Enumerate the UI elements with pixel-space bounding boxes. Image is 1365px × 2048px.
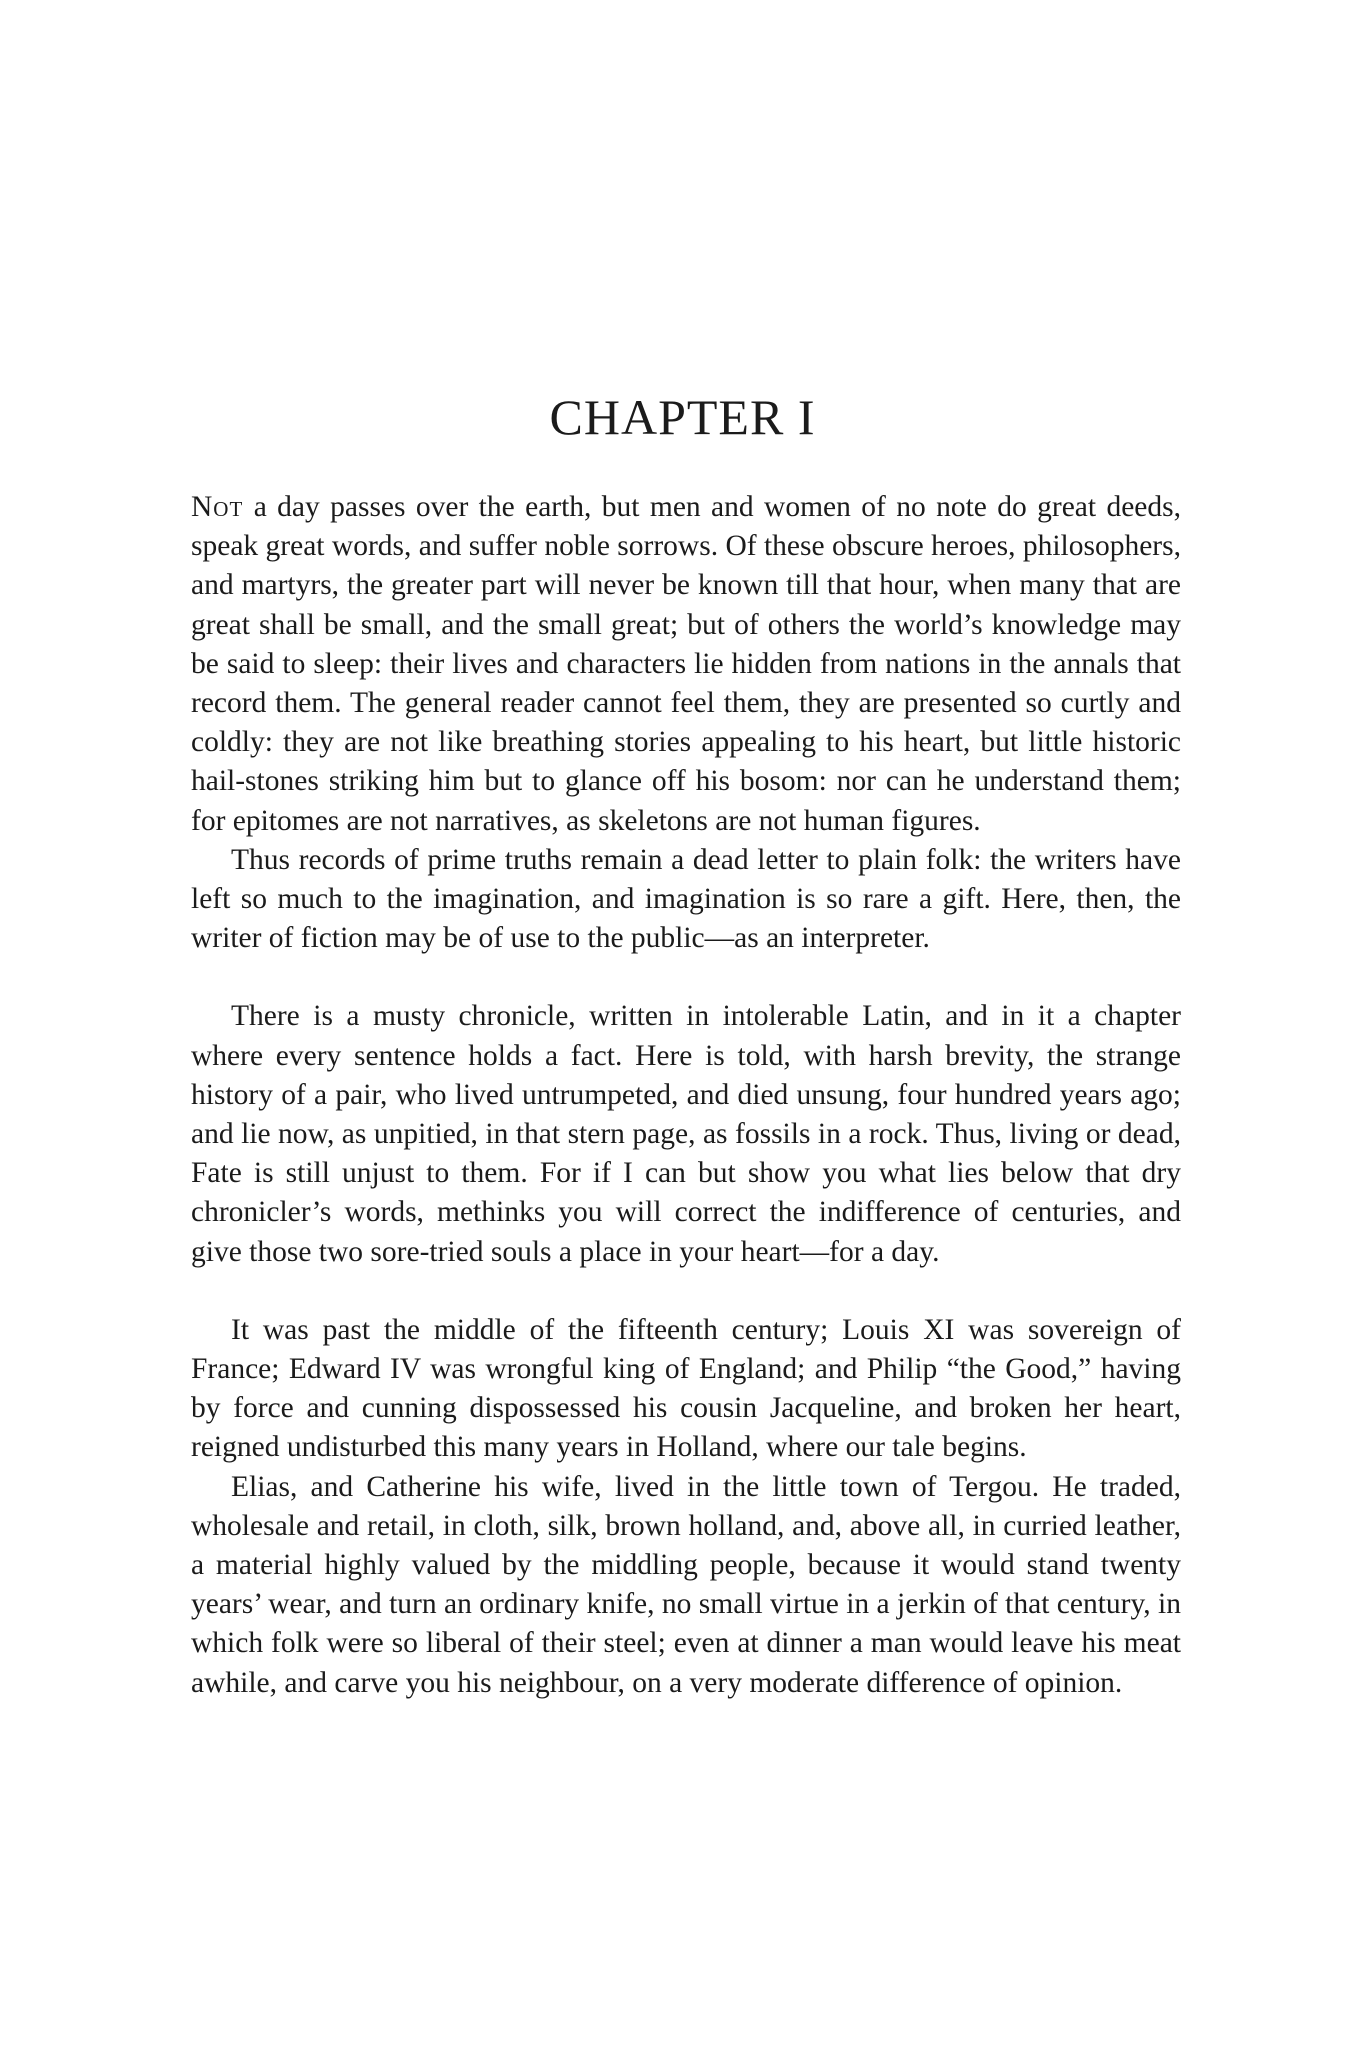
chapter-title: CHAPTER I bbox=[549, 389, 816, 445]
paragraph-3: There is a musty chronicle, written in intolerable Latin, and in it a chapter where every sentence holds a fact. Here is told, with harsh brevity, the strange history of a pair, who lived untrumpeted, and died unsung, four hundred years ago; and lie now, as unpitied, in that stern page, as fossils in a rock. Thus, living or dead, Fate is still unjust to them. For if I can but show you what lies below that dry chronicler’s words, methinks you will correct the indifference of centuries, and give those two sore-tried souls a place in your heart—for a day. bbox=[191, 1000, 1181, 1268]
paragraph-1 bbox=[191, 488, 1181, 841]
paragraph-5: Elias, and Catherine his wife, lived in the little town of Tergou. He traded, wholesale and retail, in cloth, silk, brown holland, and, above all, in curried leather, a material highly valued by the middling people, because it would stand twenty years’ wear, and turn an ordinary knife, no small virtue in a jerkin of that century, in which folk were so liberal of their steel; even at dinner a man would leave his meat awhile, and carve you his neighbour, on a very moderate difference of opinion. bbox=[191, 1470, 1182, 1699]
paragraph-text: a day passes over the earth, but men and women of no note do great deeds, speak great words, and suffer noble sorrows. Of these obscure heroes, philosophers, and martyrs, the greater part will never be known till that hour, when many that are great shall be small, and the small great; but of others the world’s knowledge may be said to sleep: their lives and characters lie hidden from nations in the annals that record them. The general reader cannot feel them, they are presented so curtly and coldly: they are not like breathing stories appealing to his heart, but little historic hail-stones striking him but to glance off his bosom: nor can he understand them; for epitomes are not narratives, as skeletons are not human figures. bbox=[191, 491, 1181, 837]
chapter-body bbox=[191, 488, 1181, 1703]
paragraph-4: It was past the middle of the fifteenth century; Louis XI was sovereign of France; Edward IV was wrongful king of England; and Philip “the Good,” having by force and cunning dispossessed his cousin Jacqueline, and broken her heart, reigned undisturbed this many years in Holland, where our tale begins. bbox=[191, 1313, 1181, 1464]
paragraph-lead-word: Not bbox=[191, 491, 244, 523]
paragraph-2: Thus records of prime truths remain a dead letter to plain folk: the writers have left so much to the imagination, and imagination is so rare a gift. Here, then, the writer of fiction may be of use to the public—as an interpreter. bbox=[191, 843, 1181, 955]
